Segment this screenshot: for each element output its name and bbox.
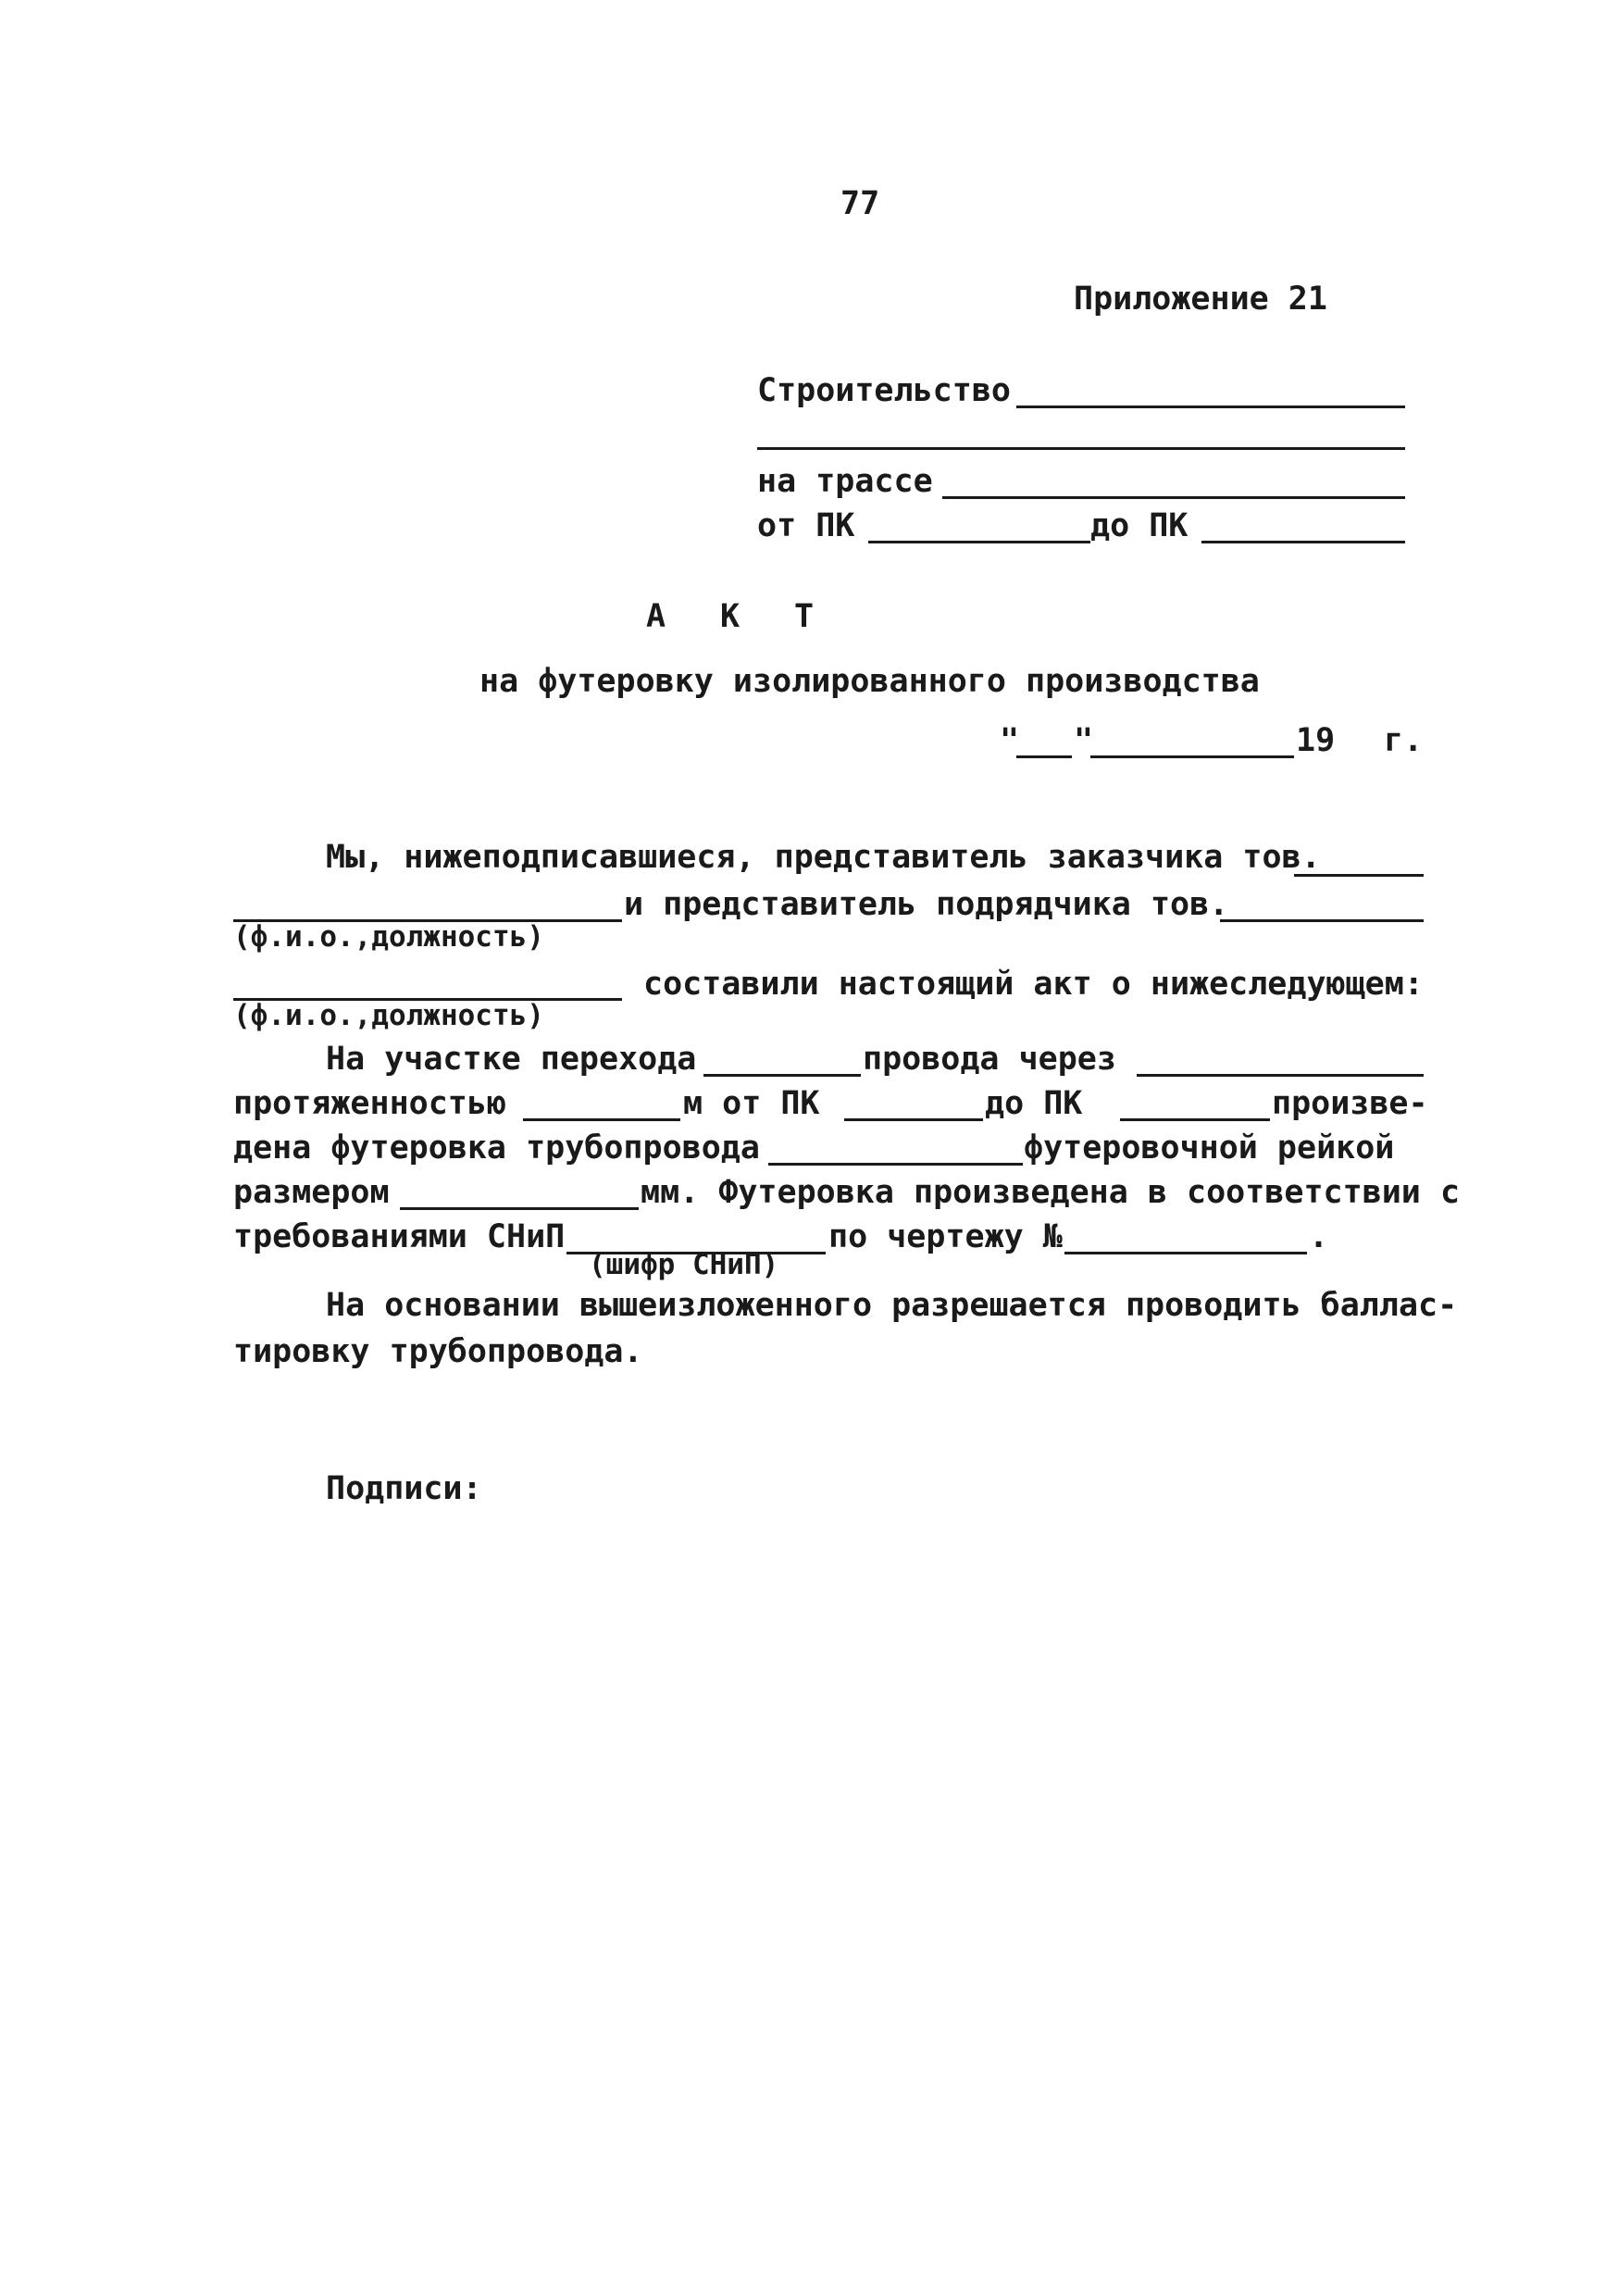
title-letter-t: Т (794, 598, 815, 635)
body-p3-line2: тировку трубопровода. (233, 1333, 643, 1370)
date-quote-open: " (1000, 722, 1020, 759)
construction-label: Строительство (757, 372, 1011, 409)
body-p2-d: м от ПК (683, 1085, 820, 1122)
body-p2-b: провода через (863, 1041, 1116, 1078)
construction-fill-line-2 (757, 447, 1405, 450)
body-p2-g: дена футеровка трубопровода (233, 1129, 760, 1167)
to-pk-label: до ПК (1090, 507, 1189, 544)
date-year-suffix: г. (1384, 722, 1424, 759)
body-p2-j: мм. Футеровка произведена в соответствии с (641, 1174, 1461, 1211)
body-p1-line2: и представитель подрядчика тов. (624, 886, 1229, 923)
title-letter-a: А (646, 598, 666, 635)
length-line (523, 1118, 680, 1121)
body-p2-k: требованиями СНиП (233, 1218, 566, 1255)
body-p2-i: размером (233, 1174, 390, 1211)
snip-hint: (шифр СНиП) (589, 1248, 779, 1281)
date-day-line (1016, 755, 1072, 758)
appendix-label: Приложение 21 (1074, 281, 1327, 318)
drawing-number-line (1064, 1252, 1307, 1254)
contractor-rep-line (1220, 919, 1424, 922)
title-letter-k: К (720, 598, 741, 635)
crossing-type-line (703, 1074, 861, 1077)
body-p2-c: протяженностью (233, 1085, 507, 1122)
body-p2-a: На участке перехода (326, 1041, 697, 1078)
pipeline-line (768, 1163, 1023, 1166)
body-p2-e: до ПК (985, 1085, 1083, 1122)
body-p2-h: футеровочной рейкой (1024, 1129, 1395, 1167)
size-line (400, 1207, 639, 1210)
to-pk-fill-line (1201, 541, 1405, 543)
from-pk-label: от ПК (757, 507, 855, 544)
document-subtitle: на футеровку изолированного производства (479, 663, 1260, 700)
fio-hint-2: (ф.и.о.,должность) (233, 999, 544, 1032)
date-year-prefix: 19 (1296, 722, 1336, 759)
route-label: на трассе (757, 463, 933, 500)
date-quote-close: " (1074, 722, 1094, 759)
body-p1-line3: составили настоящий акт о нижеследующем: (643, 966, 1424, 1003)
construction-fill-line (1016, 406, 1405, 408)
body-p2-m: . (1309, 1218, 1329, 1255)
fio-hint-1: (ф.и.о.,должность) (233, 920, 544, 954)
customer-rep-line-a (1294, 874, 1424, 877)
pk-from-line (844, 1118, 983, 1121)
date-month-line (1090, 755, 1294, 758)
signatures-label: Подписи: (326, 1470, 482, 1507)
body-p2-l: по чертежу № (828, 1218, 1063, 1255)
body-p2-f: произве- (1272, 1085, 1428, 1122)
crossing-through-line (1137, 1074, 1424, 1077)
body-p3-line1: На основании вышеизложенного разрешается проводить баллас- (326, 1287, 1458, 1324)
pk-to-line (1120, 1118, 1270, 1121)
route-fill-line (942, 496, 1405, 499)
from-pk-fill-line (868, 541, 1090, 543)
body-p1-line1: Мы, нижеподписавшиеся, представитель заказчика тов. (326, 839, 1321, 876)
page-number: 77 (840, 185, 880, 222)
